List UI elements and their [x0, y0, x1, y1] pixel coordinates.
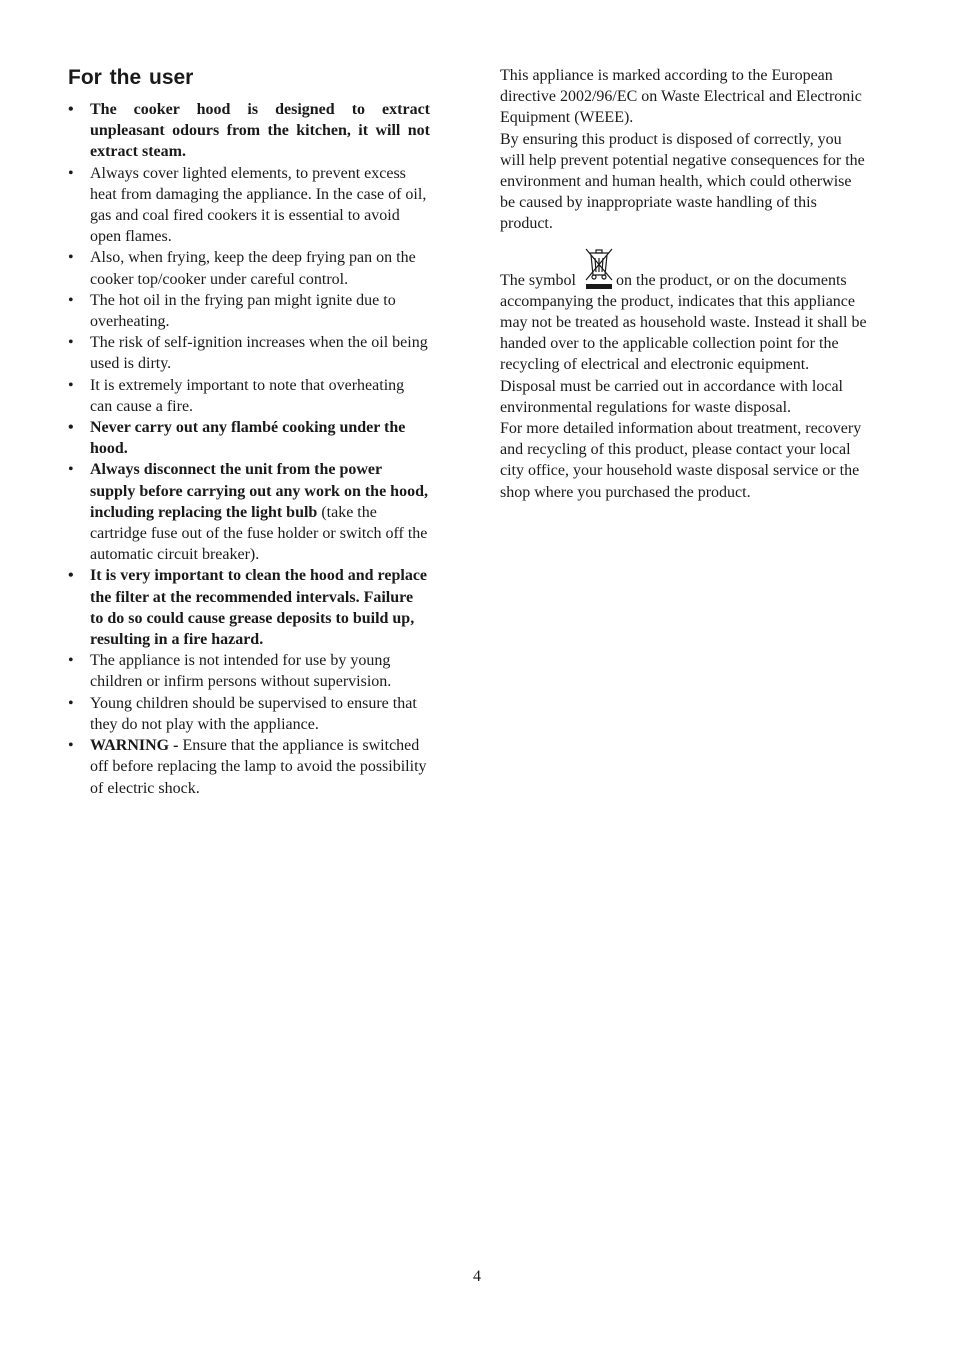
list-item: • Also, when frying, keep the deep frying pan on the cooker top/cooker under careful control. — [68, 247, 430, 289]
safety-list — [68, 99, 430, 799]
list-item — [68, 459, 430, 565]
list-item-text: Ensure that the appliance is switched off before replacing the lamp to avoid the possibility of electric shock. — [90, 737, 427, 797]
disposal-benefit-paragraph: By ensuring this product is disposed of correctly, you will help prevent potential negative consequences for the environment and human health, which could otherwise be caused by inappropriate waste handling of this product. — [500, 130, 865, 233]
more-information-paragraph: For more detailed information about treatment, recovery and recycling of this product, please contact your local city office, your household waste disposal service or the shop where you purchased the product. — [500, 420, 862, 501]
left-column — [68, 64, 430, 799]
list-item: • The appliance is not intended for use by young children or infirm persons without supervision. — [68, 650, 430, 692]
list-item: • The cooker hood is designed to extract unpleasant odours from the kitchen, it will not extract steam. — [68, 99, 430, 163]
list-item: • The risk of self-ignition increases when the oil being used is dirty. — [68, 332, 430, 374]
list-item: • It is very important to clean the hood and replace the filter at the recommended intervals. Failure to do so could cause grease deposits to build up, resulting in a fire hazard. — [68, 565, 430, 650]
list-item: • Always cover lighted elements, to prevent excess heat from damaging the appliance. In the case of oil, gas and coal fired cookers it is essential to avoid open flames. — [68, 163, 430, 248]
right-column — [500, 65, 870, 503]
weee-intro-paragraph: This appliance is marked according to the European directive 2002/96/EC on Waste Electrical and Electronic Equipment (WEEE). — [500, 67, 862, 127]
list-item: • The hot oil in the frying pan might ignite due to overheating. — [68, 290, 430, 332]
warning-label: WARNING - — [90, 737, 183, 755]
section-title: For the user — [68, 66, 194, 89]
list-item-text: (take the cartridge fuse out of the fuse holder or switch off the automatic circuit breaker). — [90, 503, 428, 564]
list-item: • Young children should be supervised to ensure that they do not play with the appliance. — [68, 693, 430, 735]
list-item-bold-text: Always disconnect the unit from the power supply before carrying out any work on the hood, including replacing the light bulb — [90, 461, 428, 521]
list-item: • Never carry out any flambé cooking under the hood. — [68, 417, 430, 459]
symbol-text-after: on the product, or on the documents accompanying the product, indicates that this appliance may not be treated as household waste. Instead it shall be handed over to the applicable collection point for the recycling of electrical and electronic equipment. — [500, 271, 867, 374]
disposal-regulations-paragraph: Disposal must be carried out in accordance with local environmental regulations for waste disposal. — [500, 377, 843, 416]
list-item — [68, 735, 430, 799]
crossed-out-wheelie-bin-icon — [583, 247, 615, 291]
symbol-paragraph — [500, 247, 870, 376]
list-item: • It is extremely important to note that overheating can cause a fire. — [68, 375, 430, 417]
page-number: 4 — [473, 1268, 481, 1285]
symbol-text-before: The symbol — [500, 271, 580, 289]
